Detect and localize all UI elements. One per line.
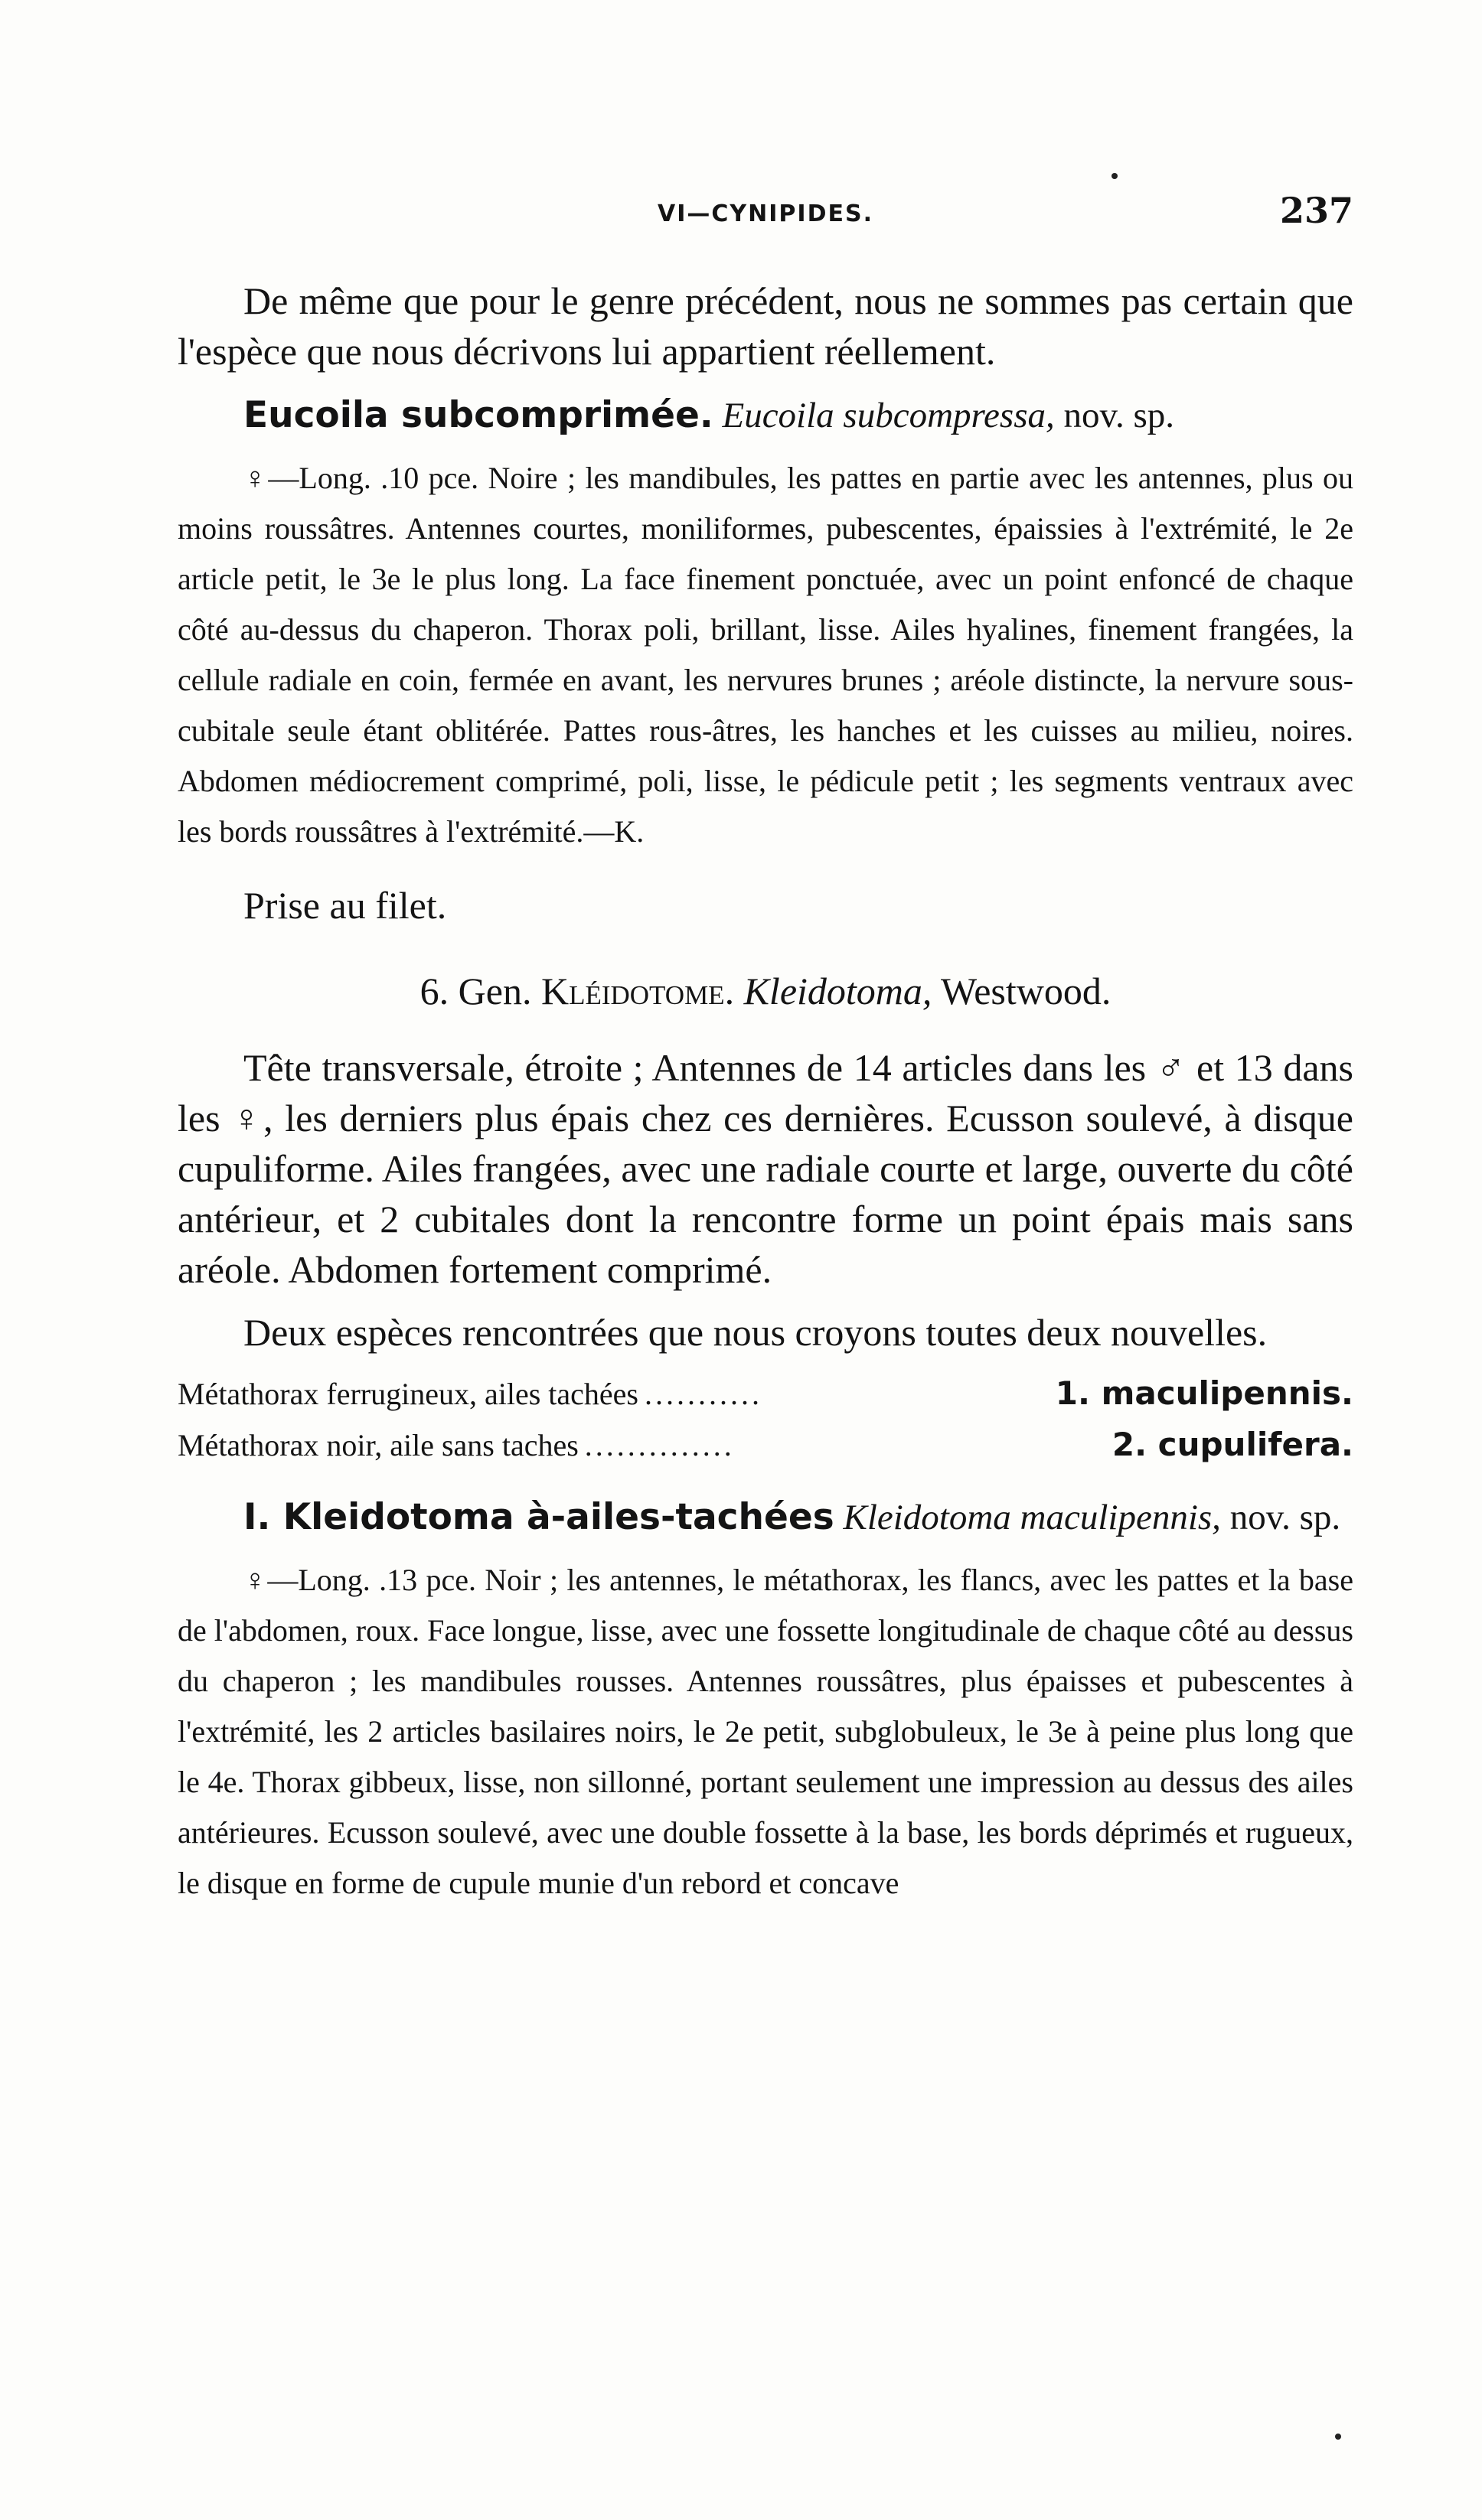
intro-paragraph: De même que pour le genre précédent, nous ne sommes pas certain que l'espèce que nous décrivons lui appartient réellement. xyxy=(178,279,1353,373)
capture-note: Prise au filet. xyxy=(243,884,447,927)
genus-author: Westwood. xyxy=(932,970,1112,1012)
species-key xyxy=(178,1368,1353,1471)
key-row-label: Métathorax noir, aile sans taches xyxy=(178,1428,579,1462)
eucoila-species-heading xyxy=(178,390,1353,441)
key-row-entry: 1. maculipennis. xyxy=(1055,1374,1353,1412)
species-count-note: Deux espèces rencontrées que nous croyons toutes deux nouvelles. xyxy=(243,1311,1268,1354)
genus-heading xyxy=(178,966,1353,1016)
eucoila-latin-name: Eucoila subcompressa, xyxy=(722,396,1055,435)
kleidotoma-common-name: I. Kleidotoma à-ailes-tachées xyxy=(243,1496,834,1538)
page-body xyxy=(178,275,1353,1909)
genus-description: Tête transversale, étroite ; Antennes de 14 articles dans les ♂ et 13 dans les ♀, les derniers plus épais chez ces dernières. Ecusson soulevé, à disque cupuliforme. Ailes frangées, avec une radiale courte et large, ouverte du côté antérieur, et 2 cubitales dont la rencontre forme un point épais mais sans aréole. Abdomen fortement comprimé. xyxy=(178,1046,1353,1291)
genus-number: 6. Gen. xyxy=(419,970,541,1012)
eucoila-common-name: Eucoila subcomprimée. xyxy=(243,394,713,436)
genus-common-name: Kléidotome. xyxy=(540,970,735,1012)
key-row-entry: 2. cupulifera. xyxy=(1112,1426,1353,1463)
page-number: 237 xyxy=(1279,190,1353,231)
kleidotoma-latin-name: Kleidotoma maculipennis, xyxy=(843,1498,1221,1537)
eucoila-description: ♀—Long. .10 pce. Noire ; les mandibules, les pattes en partie avec les antennes, plus ou moins roussâtres. Antennes courtes, moniliformes, pubescentes, épaissies à l'extrémité, le 2e article petit, le 3e le plus long. La face finement ponctuée, avec un point enfoncé de chaque côté au-dessus du chaperon. Thorax poli, brillant, lisse. Ailes hyalines, finement frangées, la cellule radiale en coin, fermée en avant, les nervures brunes ; aréole distincte, la nervure sous-cubitale seule étant oblitérée. Pattes rous-âtres, les hanches et les cuisses au milieu, noires. Abdomen médiocrement comprimé, poli, lisse, le pédicule petit ; les segments ventraux avec les bords roussâtres à l'extrémité.—K. xyxy=(178,461,1353,849)
kleidotoma-description: ♀—Long. .13 pce. Noir ; les antennes, le métathorax, les flancs, avec les pattes et la base de l'abdomen, roux. Face longue, lisse, avec une fossette longitudinale de chaque côté au dessus du chaperon ; les mandibules rousses. Antennes roussâtres, plus épaisses et pubescentes à l'extrémité, les 2 articles basilaires noirs, le 2e petit, subglobuleux, le 3e à peine plus long que le 4e. Thorax gibbeux, lisse, non sillonné, portant seulement une impression au dessus des ailes antérieures. Ecusson soulevé, avec une double fossette à la base, les bords déprimés et rugueux, le disque en forme de cupule munie d'un rebord et concave xyxy=(178,1563,1353,1900)
key-row-label: Métathorax ferrugineux, ailes tachées xyxy=(178,1377,638,1411)
genus-latin-name: Kleidotoma, xyxy=(743,970,932,1012)
eucoila-nov-sp: nov. sp. xyxy=(1054,396,1175,435)
key-row-leader: ........... xyxy=(644,1377,762,1411)
running-title: VI—CYNIPIDES. xyxy=(658,200,873,227)
kleidotoma-nov-sp: nov. sp. xyxy=(1220,1498,1341,1537)
key-row xyxy=(178,1420,1353,1471)
kleidotoma-species-heading xyxy=(178,1492,1353,1543)
key-row xyxy=(178,1368,1353,1420)
print-speck xyxy=(1335,2434,1341,2440)
key-row-leader: .............. xyxy=(584,1428,735,1462)
page-header xyxy=(178,190,1353,236)
print-speck xyxy=(1112,173,1118,179)
